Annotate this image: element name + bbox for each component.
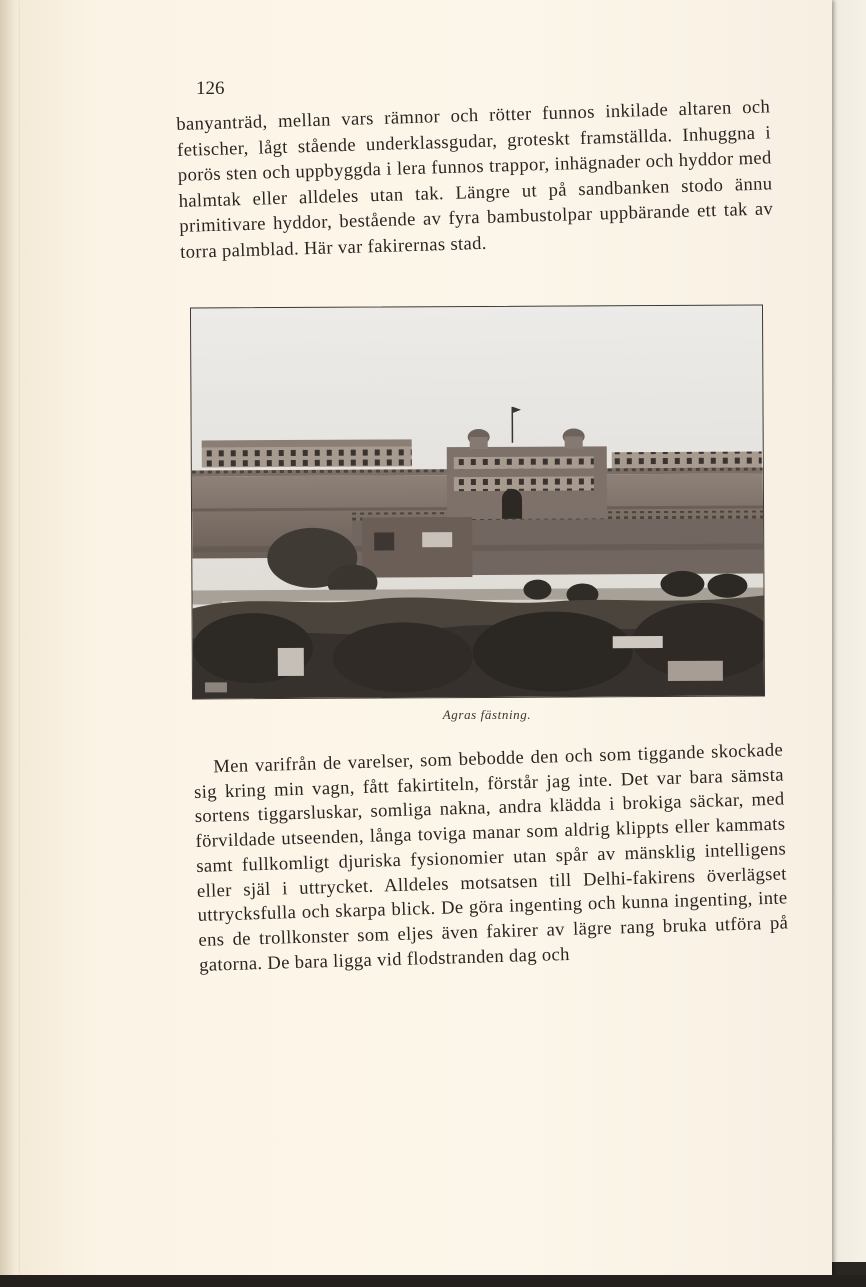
- paragraph-top: banyanträd, mellan vars rämnor och rötter funnos inkilade altaren och fetischer, lågt stående underklassgudar, groteskt framställda. Inhuggna i porös sten och uppbyggda i lera funnos trappor, inhägnader och hyddor med halmtak eller alldeles utan tak. Längre ut på sandbanken stodo ännu primitivare hyddor, bestående av fyra bambustolpar uppbärande ett tak av torra palmblad. Här var fakirernas stad.: [176, 96, 774, 263]
- photo-caption-text: Agras fästning.: [442, 707, 532, 722]
- photo-caption: [0, 707, 866, 723]
- fort-photograph: [190, 305, 765, 700]
- page-number: 126: [196, 78, 225, 99]
- paragraph-bottom: Men varifrån de varelser, som bebodde den och som tiggande skockade sig kring min vagn, fått fakirtiteln, förstår jag inte. Det var bara sämsta sortens tiggarsluskar, somliga nakna, andra klädda i brokiga säckar, med förvildade utseenden, långa toviga manar som aldrig klippts eller kammats samt fullkomligt djuriska fysionomier utan spår av mänsklig intelligens eller själ i uttrycket. Alldeles motsatsen till Delhi-fakirens överlägset uttrycksfulla och skarpa blick. De göra ingenting och kunna ingenting, inte ens de trollkonster som eljes även fakirer av lägre rang bruka utföra på gatorna. De bara ligga vid flodstranden dag och: [193, 739, 789, 976]
- book-bottom-edge: [0, 1275, 866, 1287]
